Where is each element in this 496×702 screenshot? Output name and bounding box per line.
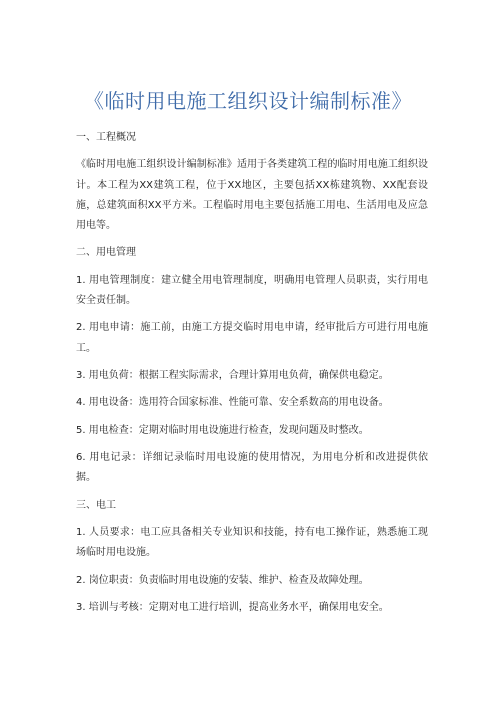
- list-item-job-responsibilities: 2. 岗位职责：负责临时用电设施的安装、维护、检查及故障处理。: [76, 574, 369, 586]
- list-item-power-application: 2. 用电申请：施工前，由施工方提交临时用电申请，经审批后方可进行用电施工。: [76, 322, 428, 354]
- list-item-power-equipment: 4. 用电设备：选用符合国家标准、性能可靠、安全系数高的用电设备。: [76, 397, 389, 409]
- section-heading-power-management: 二、用电管理: [76, 247, 136, 259]
- paragraph-overview: 《临时用电施工组织设计编制标准》适用于各类建筑工程的临时用电施工组织设计。本工程为XX建筑工程，位于XX地区，主要包括XX栋建筑物、XX配套设施，总建筑面积XX平方米。工程临时用电主要包括施工用电、生活用电及应急用电等。: [76, 159, 428, 231]
- section-heading-overview: 一、工程概况: [76, 132, 136, 143]
- list-item-power-records: 6. 用电记录：详细记录临时用电设施的使用情况，为用电分析和改进提供依据。: [76, 452, 428, 484]
- document-title: 《临时用电施工组织设计编制标准》: [84, 89, 412, 113]
- list-item-management-system: 1. 用电管理制度：建立健全用电管理制度，明确用电管理人员职责，实行用电安全责任制。: [76, 274, 428, 306]
- list-item-personnel-requirements: 1. 人员要求：电工应具备相关专业知识和技能，持有电工操作证，熟悉施工现场临时用电设施。: [76, 527, 428, 559]
- section-heading-electrician: 三、电工: [76, 499, 116, 511]
- list-item-training-assessment: 3. 培训与考核：定期对电工进行培训，提高业务水平，确保用电安全。: [76, 602, 389, 614]
- list-item-power-load: 3. 用电负荷：根据工程实际需求，合理计算用电负荷，确保供电稳定。: [76, 369, 389, 381]
- list-item-power-inspection: 5. 用电检查：定期对临时用电设施进行检查，发现问题及时整改。: [76, 424, 369, 436]
- document-body: [76, 128, 428, 626]
